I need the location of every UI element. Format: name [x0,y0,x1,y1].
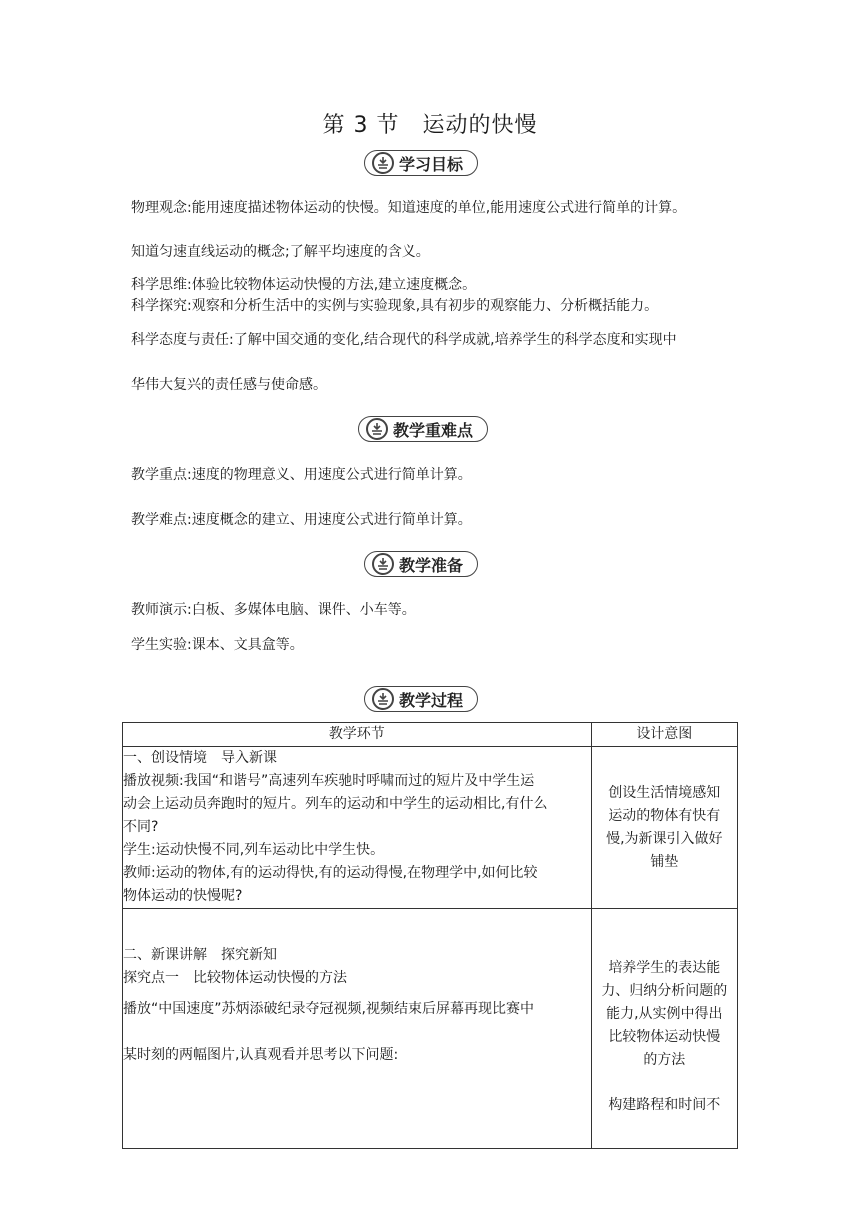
objective-line: 科学思维:体验比较物体运动快慢的方法,建立速度概念。 [131,277,477,293]
intent-cell [591,909,737,1149]
key-point-line: 教学难点:速度概念的建立、用速度公式进行简单计算。 [131,512,472,528]
table-row [123,909,738,1149]
page-title: 第 3 节 运动的快慢 [322,113,538,138]
stage-text-line: 某时刻的两幅图片,认真观看并思考以下问题: [123,1047,399,1063]
section-badge-process [364,686,478,712]
section-badge-key-points [358,416,488,442]
section-badge-preparation [364,551,478,577]
section-title: 学习目标 [399,154,464,174]
intent-text-line: 培养学生的表达能 [608,960,721,976]
intent-text-line: 的方法 [643,1052,686,1068]
objective-line: 科学探究:观察和分析生活中的实例与实验现象,具有初步的观察能力、分析概括能力。 [131,298,659,314]
key-point-line: 教学重点:速度的物理意义、用速度公式进行简单计算。 [131,467,472,483]
intent-text-line: 慢,为新课引入做好 [606,831,723,847]
intent-text-line: 构建路程和时间不 [608,1097,721,1113]
objective-line: 物理观念:能用速度描述物体运动的快慢。知道速度的单位,能用速度公式进行简单的计算。 [131,200,687,216]
table-row [123,747,738,909]
lesson-process-table [122,722,738,1149]
preparation-line: 学生实验:课本、文具盒等。 [131,637,304,653]
objective-line: 科学态度与责任:了解中国交通的变化,结合现代的科学成就,培养学生的科学态度和实现中 [131,332,677,348]
intent-text-line: 能力,从实例中得出 [606,1006,723,1022]
objective-line: 华伟大复兴的责任感与使命感。 [131,377,327,393]
stage-text-line: 一、创设情境 导入新课 [123,750,277,766]
objective-line: 知道匀速直线运动的概念;了解平均速度的含义。 [131,244,430,260]
stage-cell [123,747,592,909]
stage-text-line: 探究点一 比较物体运动快慢的方法 [123,970,347,986]
stage-text-line: 播放视频:我国“和谐号”高速列车疾驰时呼啸而过的短片及中学生运 [123,773,535,789]
column-header-intent: 设计意图 [591,723,737,747]
intent-text-line: 创设生活情境感知 [608,785,721,801]
section-title: 教学过程 [399,690,464,710]
lesson-icon [371,151,395,175]
stage-text-line: 物体运动的快慢呢? [123,888,243,904]
intent-text-line: 运动的物体有快有 [608,808,721,824]
intent-cell [591,747,737,909]
stage-text-line: 不同? [123,819,159,835]
intent-text-line: 比较物体运动快慢 [608,1029,721,1045]
stage-cell [123,909,592,1149]
section-title: 教学准备 [399,555,464,575]
column-header-stage: 教学环节 [123,723,592,747]
stage-text-line: 学生:运动快慢不同,列车运动比中学生快。 [123,842,385,858]
stage-text-line: 动会上运动员奔跑时的短片。列车的运动和中学生的运动相比,有什么 [123,796,548,812]
stage-text-line: 播放“中国速度”苏炳添破纪录夺冠视频,视频结束后屏幕再现比赛中 [123,1001,534,1017]
table-header-row [123,723,738,747]
stage-text-line: 二、新课讲解 探究新知 [123,947,277,963]
section-title: 教学重难点 [393,420,474,440]
section-badge-objectives [364,150,478,176]
stage-text-line: 教师:运动的物体,有的运动得快,有的运动得慢,在物理学中,如何比较 [123,865,538,881]
lesson-icon [371,687,395,711]
lesson-icon [365,417,389,441]
intent-text-line: 力、归纳分析问题的 [601,983,728,999]
lesson-icon [371,552,395,576]
preparation-line: 教师演示:白板、多媒体电脑、课件、小车等。 [131,602,416,618]
intent-text-line: 铺垫 [650,854,679,870]
